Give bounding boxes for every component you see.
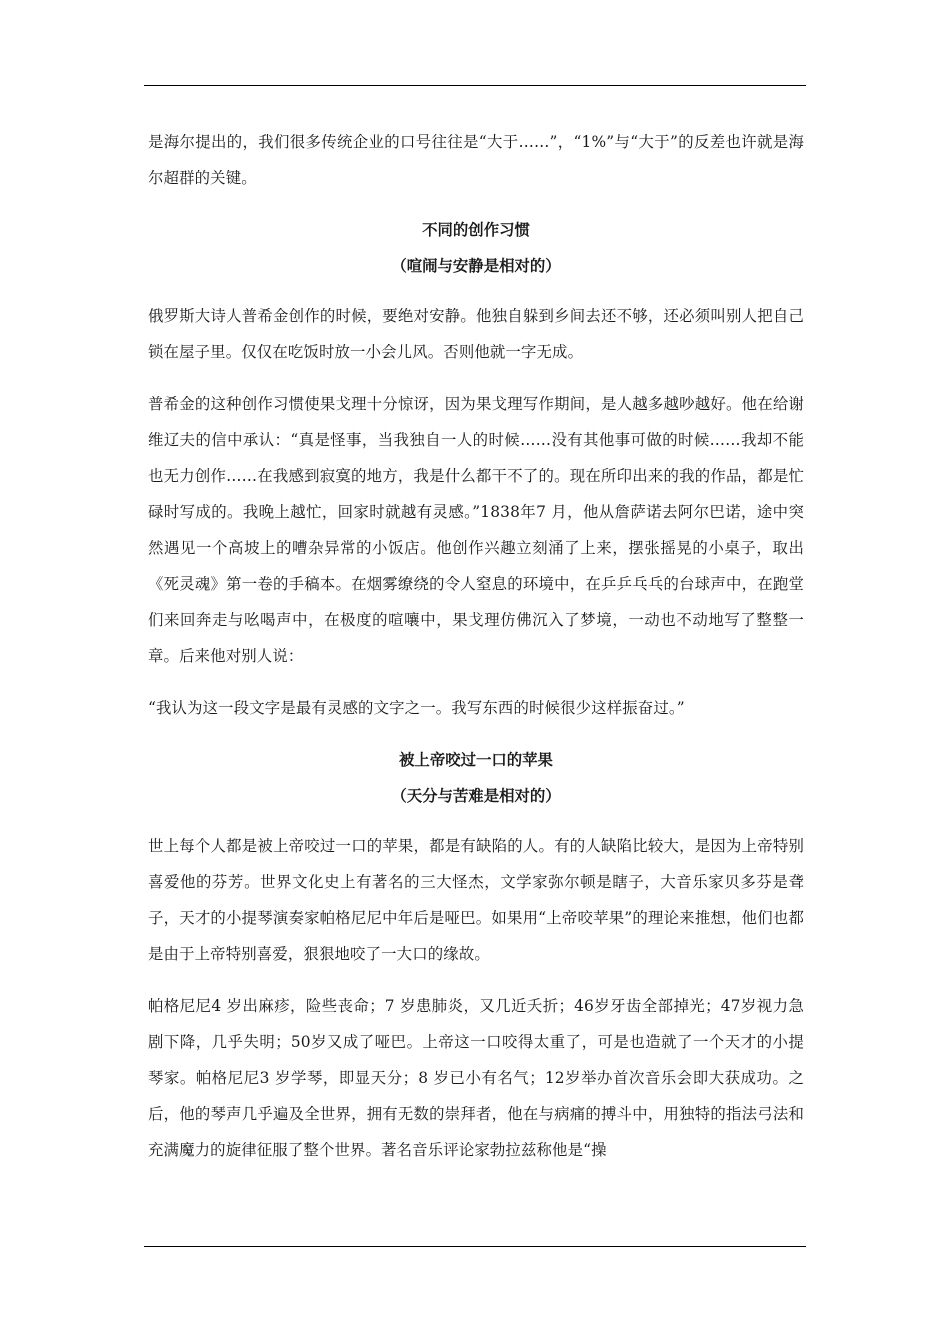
- paragraph-gogol-quote: “我认为这一段文字是最有灵感的文字之一。我写东西的时候很少这样振奋过。”: [148, 699, 685, 717]
- paragraph-intro: 是海尔提出的，我们很多传统企业的口号往往是“大于……”，“1%”与“大于”的反差也许就是海尔超群的关键。: [148, 133, 804, 187]
- paragraph-apple-theory: 世上每个人都是被上帝咬过一口的苹果，都是有缺陷的人。有的人缺陷比较大，是因为上帝特别喜爱他的芬芳。世界文化史上有著名的三大怪杰，文学家弥尔顿是瞎子，大音乐家贝多芬是聋子，天才的小提琴演奏家帕格尼尼中年后是哑巴。如果用“上帝咬苹果”的理论来推想，他们也都是由于上帝特别喜爱，狠狠地咬了一大口的缘故。: [148, 837, 804, 963]
- section-heading-creative-habits: 不同的创作习惯: [422, 221, 530, 239]
- footer-rule: [144, 1246, 806, 1247]
- header-rule: [144, 85, 806, 86]
- paragraph-pushkin: 俄罗斯大诗人普希金创作的时候，要绝对安静。他独自躲到乡间去还不够，还必须叫别人把自己锁在屋子里。仅仅在吃饭时放一小会儿风。否则他就一字无成。: [148, 307, 804, 361]
- paragraph-paganini: 帕格尼尼4 岁出麻疹，险些丧命；7 岁患肺炎，又几近夭折；46岁牙齿全部掉光；47岁视力急剧下降，几乎失明；50岁又成了哑巴。上帝这一口咬得太重了，可是也造就了一个天才的小提琴家。帕格尼尼3 岁学琴，即显天分；8 岁已小有名气；12岁举办首次音乐会即大获成功。之后，他的琴声几乎遍及全世界，拥有无数的崇拜者，他在与病痛的搏斗中，用独特的指法弓法和充满魔力的旋律征服了整个世界。著名音乐评论家勃拉兹称他是“操: [148, 997, 804, 1159]
- section-subheading-talent-hardship: （天分与苦难是相对的）: [391, 787, 561, 805]
- section-heading-bitten-apple: 被上帝咬过一口的苹果: [399, 751, 553, 769]
- paragraph-gogol: 普希金的这种创作习惯使果戈理十分惊讶，因为果戈理写作期间，是人越多越吵越好。他在给谢维辽夫的信中承认：“真是怪事，当我独自一人的时候……没有其他事可做的时候……我却不能也无力创作……在我感到寂寞的地方，我是什么都干不了的。现在所印出来的我的作品，都是忙碌时写成的。我晚上越忙，回家时就越有灵感。”1838年7 月，他从詹萨诺去阿尔巴诺，途中突然遇见一个高坡上的嘈杂异常的小饭店。他创作兴趣立刻涌了上来，摆张摇晃的小桌子，取出《死灵魂》第一卷的手稿本。在烟雾缭绕的令人窒息的环境中，在乒乒乓乓的台球声中，在跑堂们来回奔走与吆喝声中，在极度的喧嚷中，果戈理仿佛沉入了梦境，一动也不动地写了整整一章。后来他对别人说：: [148, 395, 804, 665]
- page-body: [148, 124, 804, 1184]
- section-subheading-noise-quiet: （喧闹与安静是相对的）: [391, 257, 561, 275]
